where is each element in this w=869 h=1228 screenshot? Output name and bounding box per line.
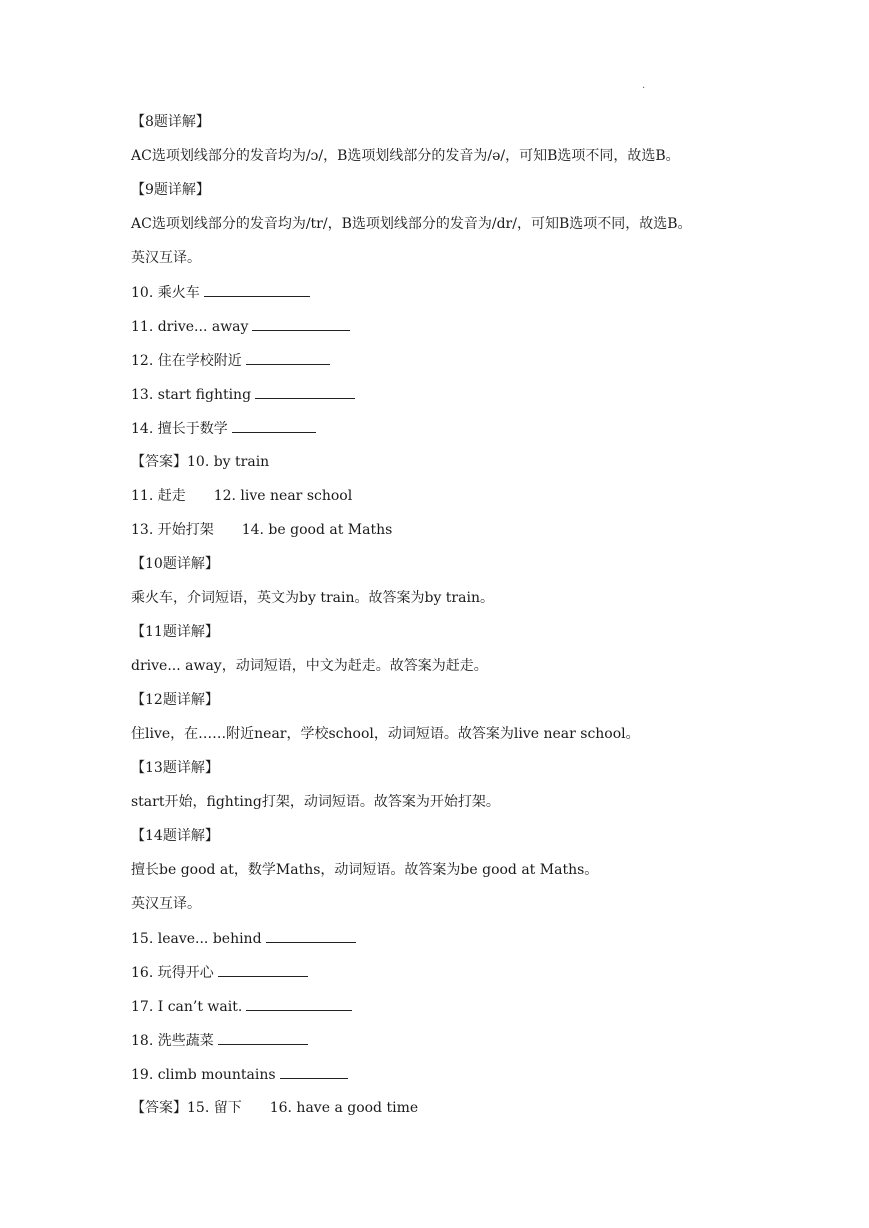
heading-q9-explanation: 【9题详解】 xyxy=(131,182,210,198)
question-19: 19. climb mountains xyxy=(131,1060,811,1094)
question-11: 11. drive... away xyxy=(131,312,811,346)
question-18: 18. 洗些蔬菜 xyxy=(131,1026,811,1060)
answer-blank xyxy=(246,992,352,1011)
answer-blank xyxy=(218,1026,308,1045)
heading-q13-explanation: 【13题详解】 xyxy=(131,760,219,776)
paragraph-q12-explanation: 住live，在……附近near，学校school，动词短语。故答案为live near school。 xyxy=(131,726,640,742)
section-instruction: 英汉互译。 xyxy=(131,250,201,266)
question-16: 16. 玩得开心 xyxy=(131,958,811,992)
section-instruction: 英汉互译。 xyxy=(131,896,201,912)
paragraph-q8-explanation: AC选项划线部分的发音均为/ɔ/，B选项划线部分的发音为/ə/，可知B选项不同，故选B。 xyxy=(131,148,680,164)
question-12: 12. 住在学校附近 xyxy=(131,346,811,380)
answer-blank xyxy=(204,278,310,297)
heading-q14-explanation: 【14题详解】 xyxy=(131,828,219,844)
question-10: 10. 乘火车 xyxy=(131,278,811,312)
answer-blank xyxy=(266,924,356,943)
heading-q12-explanation: 【12题详解】 xyxy=(131,692,219,708)
question-14: 14. 擅长于数学 xyxy=(131,414,811,448)
paragraph-q14-explanation: 擅长be good at，数学Maths，动词短语。故答案为be good at Maths。 xyxy=(131,862,599,878)
answer-blank xyxy=(255,380,355,399)
paragraph-q9-explanation: AC选项划线部分的发音均为/tr/，B选项划线部分的发音为/dr/，可知B选项不同，故选B。 xyxy=(131,216,692,232)
question-15: 15. leave... behind xyxy=(131,924,811,958)
header-mark: . xyxy=(642,80,646,91)
paragraph-q13-explanation: start开始，fighting打架，动词短语。故答案为开始打架。 xyxy=(131,794,500,810)
answer-blank xyxy=(218,958,308,977)
answer-blank xyxy=(252,312,350,331)
answer-line-15-16: 【答案】15. 留下 16. have a good time xyxy=(131,1100,419,1116)
answer-blank xyxy=(246,346,330,365)
heading-q10-explanation: 【10题详解】 xyxy=(131,556,219,572)
question-17: 17. I can’t wait. xyxy=(131,992,811,1026)
paragraph-q10-explanation: 乘火车，介词短语，英文为by train。故答案为by train。 xyxy=(131,590,494,606)
heading-q8-explanation: 【8题详解】 xyxy=(131,114,210,130)
answer-line-13-14: 13. 开始打架 14. be good at Maths xyxy=(131,522,393,538)
answer-line-10: 【答案】10. by train xyxy=(131,454,270,470)
document-body xyxy=(131,108,811,1128)
answer-blank xyxy=(280,1060,348,1079)
heading-q11-explanation: 【11题详解】 xyxy=(131,624,219,640)
answer-line-11-12: 11. 赶走 12. live near school xyxy=(131,488,353,504)
paragraph-q11-explanation: drive... away，动词短语，中文为赶走。故答案为赶走。 xyxy=(131,658,488,674)
answer-blank xyxy=(232,414,316,433)
question-13: 13. start fighting xyxy=(131,380,811,414)
